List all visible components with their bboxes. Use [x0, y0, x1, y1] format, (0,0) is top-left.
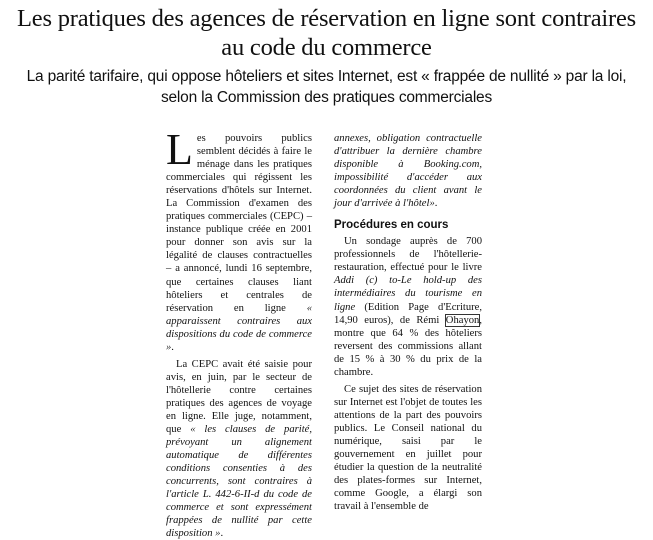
quote: annexes, obligation contractuelle d'attribuer la dernière chambre disponible à Booking.com, impossibilité d'accéder aux coordonnées du client avant le jour d'arrivée à l'hôtel» [334, 133, 482, 210]
quote: « apparaissent contraires aux dispositions du code de commerce » [166, 302, 312, 353]
section-subhead: Procédures en cours [334, 219, 449, 232]
punctuation: . [171, 341, 174, 353]
paragraph-text: es pouvoirs publics semblent décidés à faire le ménage dans les pratiques commerciales qui régissent les réservations d'hôtels sur Internet. La Commission d'examen des pratiques commerciales (CEPC) – instance publique créée en 2001 pour donner son avis sur la légalité de clauses contractuelles – a annoncé, lundi 16 septembre, que certaines clauses liant hôteliers et centrales de réservation en ligne [166, 133, 312, 314]
paragraph-text: Un sondage auprès de 700 professionnels de l'hôtellerie-restauration, effectué pour le livre [334, 236, 482, 274]
paragraph-text: (Edition Page d'Ecriture, 14,90 euros), de Rémi [334, 301, 483, 326]
drop-cap: L [166, 125, 193, 174]
paragraph-text: Ce sujet des sites de réservation sur Internet est l'objet de toutes les attentions de la part des pouvoirs publics. Le Conseil national du numérique, saisi par le gouvernement en juillet pour étudier la question de la neutralité des plates-formes sur Internet, comme Google, a élargi son travail à l'ensemble de [334, 383, 482, 513]
paragraph-text: La CEPC avait été saisie pour avis, en juin, par le secteur de l'hôtellerie contre certaines pratiques des agences de voyage en ligne. Elle juge, notamment, que [166, 358, 312, 436]
article-standfirst: La parité tarifaire, qui oppose hôteliers et sites Internet, est « frappée de nullité » par la loi, selon la Commission des pratiques commerciales [26, 68, 627, 106]
article-headline: Les pratiques des agences de réservation en ligne sont contraires au code du commerce [17, 5, 636, 61]
quote: « les clauses de parité, prévoyant un alignement automatique de différentes conditions consenties à des concurrents, sont contraires à l'article L. 442-6-II-d du code de commerce et sont expressément frappées de nullité par cette disposition » [166, 424, 312, 540]
author-name-highlight: Ohayon [445, 314, 480, 326]
paragraph [334, 132, 482, 210]
punctuation: . [220, 528, 224, 540]
paragraph [334, 383, 482, 513]
book-title: Addi (c) to-Le hold-up des intermédiaires du tourisme en ligne [334, 275, 482, 313]
paragraph [166, 358, 312, 540]
paragraph [334, 235, 482, 379]
paragraph [166, 125, 312, 354]
article-column-2 [334, 132, 483, 513]
article-column-1 [166, 125, 312, 540]
paragraph-text: , montre que 64 % des hôteliers reversent des commissions allant de 15 % à 30 % du prix de la chambre. [334, 314, 482, 378]
punctuation: . [434, 198, 438, 210]
